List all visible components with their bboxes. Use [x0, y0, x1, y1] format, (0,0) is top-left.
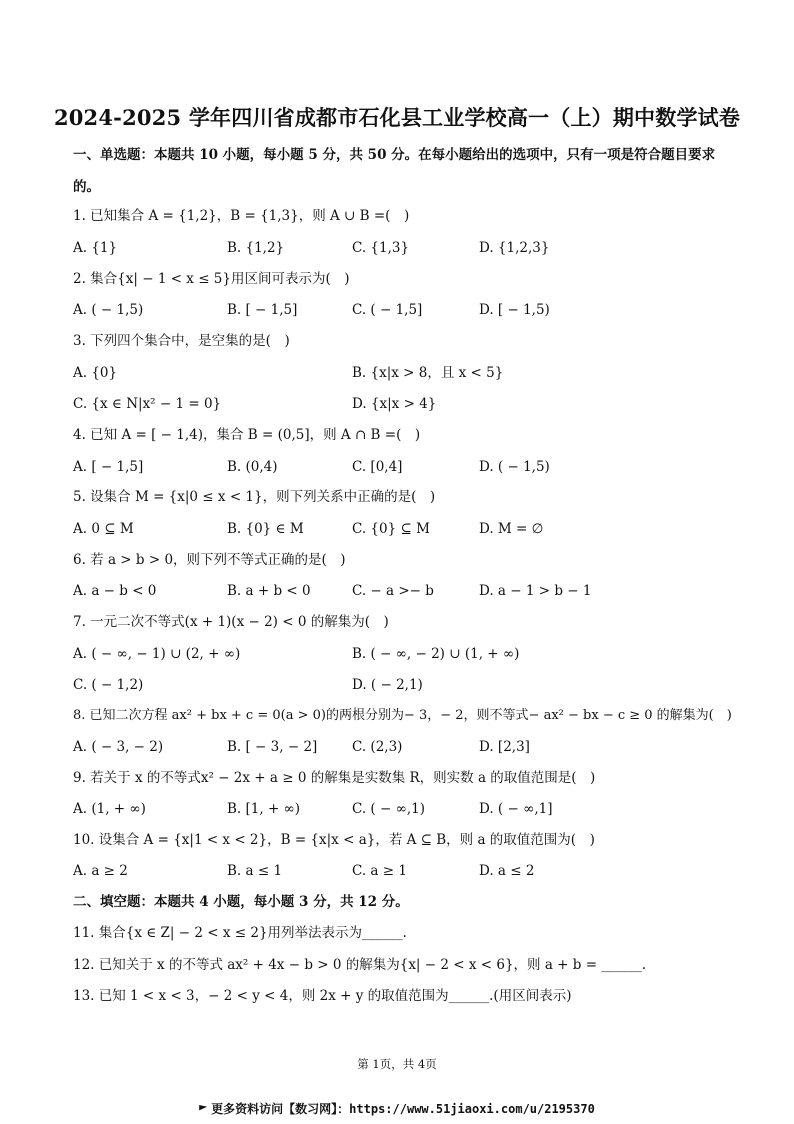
question-10: 10. 设集合 A = {x|1 < x < 2}，B = {x|x < a}，若 A ⊆ B，则 a 的取值范围为( ) — [73, 832, 595, 848]
question-2: 2. 集合{x| − 1 < x ≤ 5}用区间可表示为( ) — [73, 271, 350, 287]
q10-option-c: C. a ≥ 1 — [352, 863, 407, 879]
q6-option-b: B. a + b < 0 — [227, 583, 311, 599]
section-1-heading: 一、单选题：本题共 10 小题，每小题 5 分，共 50 分。在每小题给出的选项中，只有一项是符合题目要求 — [73, 147, 716, 163]
q7-option-b: B. ( − ∞, − 2) ∪ (1, + ∞) — [352, 646, 520, 662]
flag-icon — [199, 1105, 207, 1114]
question-6: 6. 若 a > b > 0，则下列不等式正确的是( ) — [73, 552, 346, 568]
q2-option-b: B. [ − 1,5] — [227, 302, 298, 318]
q3-option-d: D. {x|x > 4} — [352, 396, 437, 412]
q4-option-b: B. (0,4) — [227, 459, 278, 475]
q4-option-d: D. ( − 1,5) — [479, 459, 550, 475]
section-2-heading: 二、填空题：本题共 4 小题，每小题 3 分，共 12 分。 — [73, 894, 409, 910]
q1-option-c: C. {1,3} — [352, 240, 410, 256]
q7-option-d: D. ( − 2,1) — [352, 677, 423, 693]
q8-option-d: D. [2,3] — [479, 739, 530, 755]
q6-option-d: D. a − 1 > b − 1 — [479, 583, 592, 599]
q4-option-c: C. [0,4] — [352, 459, 403, 475]
q1-option-d: D. {1,2,3} — [479, 240, 550, 256]
q2-option-c: C. ( − 1,5] — [352, 302, 423, 318]
q6-option-a: A. a − b < 0 — [73, 583, 157, 599]
q1-option-a: A. {1} — [73, 240, 118, 256]
section-1-heading-cont: 的。 — [73, 179, 100, 195]
q6-option-c: C. − a >− b — [352, 583, 434, 599]
question-12: 12. 已知关于 x 的不等式 ax² + 4x − b > 0 的解集为{x| − 2 < x < 6}，则 a + b = ______. — [73, 957, 647, 973]
q1-option-b: B. {1,2} — [227, 240, 285, 256]
q3-option-a: A. {0} — [73, 365, 118, 381]
promo-banner[interactable] — [0, 1100, 794, 1117]
q5-option-c: C. {0} ⊆ M — [352, 521, 430, 537]
q10-option-a: A. a ≥ 2 — [73, 863, 128, 879]
q9-option-a: A. (1, + ∞) — [73, 801, 146, 817]
question-1: 1. 已知集合 A = {1,2}，B = {1,3}，则 A ∪ B =( ) — [73, 208, 410, 224]
q10-option-d: D. a ≤ 2 — [479, 863, 535, 879]
q7-option-a: A. ( − ∞, − 1) ∪ (2, + ∞) — [73, 646, 241, 662]
q9-option-c: C. ( − ∞,1) — [352, 801, 425, 817]
q8-option-a: A. ( − 3, − 2) — [73, 739, 164, 755]
question-7: 7. 一元二次不等式(x + 1)(x − 2) < 0 的解集为( ) — [73, 614, 389, 630]
page-footer: 第 1页，共 4页 — [357, 1057, 437, 1071]
page-title: 2024-2025 学年四川省成都市石化县工业学校高一（上）期中数学试卷 — [53, 105, 741, 130]
question-8: 8. 已知二次方程 ax² + bx + c = 0(a > 0)的两根分别为− 3，− 2，则不等式− ax² − bx − c ≥ 0 的解集为( ) — [73, 708, 732, 723]
question-4: 4. 已知 A = [ − 1,4)，集合 B = (0,5]，则 A ∩ B =( ) — [73, 427, 421, 443]
promo-text[interactable]: 更多资料访问【数习网】：https://www.51jiaoxi.com/u/2195370 — [211, 1102, 595, 1116]
q2-option-a: A. ( − 1,5) — [73, 302, 144, 318]
q8-option-b: B. [ − 3, − 2] — [227, 739, 318, 755]
q2-option-d: D. [ − 1,5) — [479, 302, 550, 318]
q10-option-b: B. a ≤ 1 — [227, 863, 283, 879]
question-11: 11. 集合{x ∈ Z| − 2 < x ≤ 2}用列举法表示为______. — [73, 925, 407, 941]
question-3: 3. 下列四个集合中，是空集的是( ) — [73, 333, 290, 349]
question-13: 13. 已知 1 < x < 3，− 2 < y < 4，则 2x + y 的取值范围为______.(用区间表示) — [73, 988, 572, 1004]
q5-option-a: A. 0 ⊆ M — [73, 521, 134, 537]
q9-option-d: D. ( − ∞,1] — [479, 801, 553, 817]
question-5: 5. 设集合 M = {x|0 ≤ x < 1}，则下列关系中正确的是( ) — [73, 489, 436, 505]
q9-option-b: B. [1, + ∞) — [227, 801, 301, 817]
q5-option-b: B. {0} ∈ M — [227, 521, 304, 537]
q7-option-c: C. ( − 1,2) — [73, 677, 144, 693]
q3-option-b: B. {x|x > 8，且 x < 5} — [352, 365, 504, 381]
q3-option-c: C. {x ∈ N|x² − 1 = 0} — [73, 396, 222, 412]
q4-option-a: A. [ − 1,5] — [73, 459, 144, 475]
q8-option-c: C. (2,3) — [352, 739, 403, 755]
q5-option-d: D. M = ∅ — [479, 521, 544, 537]
question-9: 9. 若关于 x 的不等式x² − 2x + a ≥ 0 的解集是实数集 R，则实数 a 的取值范围是( ) — [73, 770, 596, 786]
